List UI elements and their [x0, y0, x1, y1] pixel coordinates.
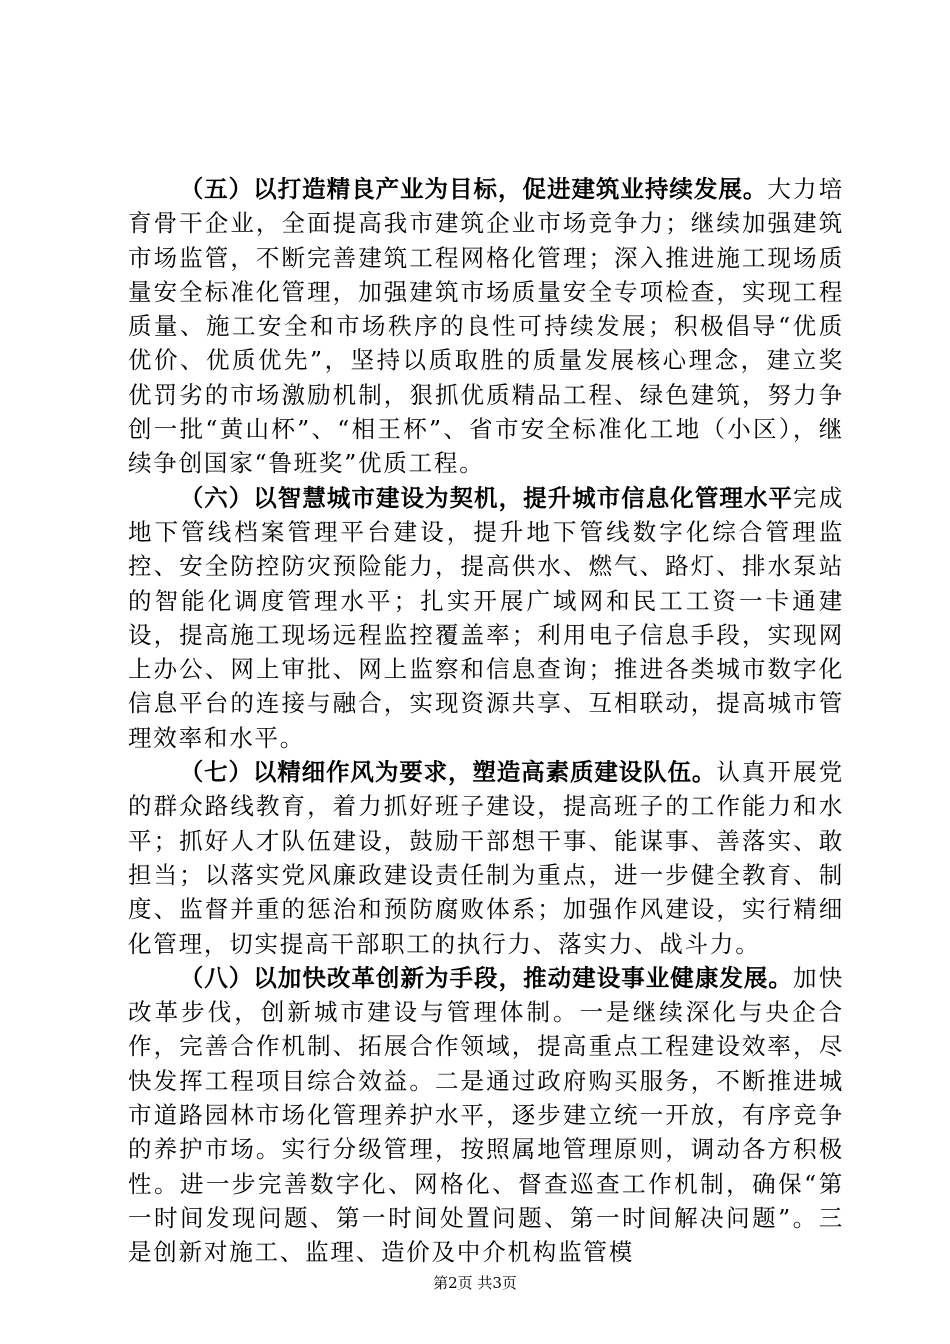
- paragraph-7-text: 认真开展党的群众路线教育，着力抓好班子建设，提高班子的工作能力和水平；抓好人才队伍建设，鼓励干部想干事、能谋事、善落实、敢担当；以落实党风廉政建设责任制为重点，进一步健全教育、制度、监督并重的惩治和预防腐败体系；加强作风建设，实行精细化管理，切实提高干部职工的执行力、落实力、战斗力。: [128, 758, 844, 958]
- paragraph-5: [128, 172, 844, 481]
- paragraph-5-text: 大力培育骨干企业，全面提高我市建筑企业市场竞争力；继续加强建筑市场监管，不断完善建筑工程网格化管理；深入推进施工现场质量安全标准化管理，加强建筑市场质量安全专项检查，实现工程质量、施工安全和市场秩序的良性可持续发展；积极倡导“优质优价、优质优先”，坚持以质取胜的质量发展核心理念，建立奖优罚劣的市场激励机制，狠抓优质精品工程、绿色建筑，努力争创一批“黄山杯”、“相王杯”、省市安全标准化工地（小区），继续争创国家“鲁班奖”优质工程。: [128, 175, 844, 478]
- paragraph-6-heading: （六）以智慧城市建设为契机，提升城市信息化管理水平: [179, 483, 793, 512]
- paragraph-8-heading: （八）以加快改革创新为手段，推动建设事业健康发展。: [179, 963, 793, 992]
- paragraph-6: [128, 481, 844, 755]
- document-body: [128, 172, 844, 1270]
- paragraph-8: [128, 961, 844, 1270]
- paragraph-7-heading: （七）以精细作风为要求，塑造高素质建设队伍。: [179, 758, 717, 787]
- paragraph-8-text: 加快改革步伐，创新城市建设与管理体制。一是继续深化与央企合作，完善合作机制、拓展合作领域，提高重点工程建设效率，尽快发挥工程项目综合效益。二是通过政府购买服务，不断推进城市道路园林市场化管理养护水平，逐步建立统一开放，有序竞争的养护市场。实行分级管理，按照属地管理原则，调动各方积极性。进一步完善数字化、网格化、督查巡查工作机制，确保“第一时间发现问题、第一时间处置问题、第一时间解决问题”。三是创新对施工、监理、造价及中介机构监管模: [128, 963, 844, 1267]
- paragraph-6-text: 完成地下管线档案管理平台建设，提升地下管线数字化综合管理监控、安全防控防灾预险能力，提高供水、燃气、路灯、排水泵站的智能化调度管理水平；扎实开展广域网和民工工资一卡通建设，提高施工现场远程监控覆盖率；利用电子信息手段，实现网上办公、网上审批、网上监察和信息查询；推进各类城市数字化信息平台的连接与融合，实现资源共享、互相联动，提高城市管理效率和水平。: [128, 483, 844, 752]
- paragraph-5-heading: （五）以打造精良产业为目标，促进建筑业持续发展。: [179, 175, 768, 203]
- paragraph-7: [128, 755, 844, 961]
- page-footer: 第2页 共3页: [433, 1274, 517, 1292]
